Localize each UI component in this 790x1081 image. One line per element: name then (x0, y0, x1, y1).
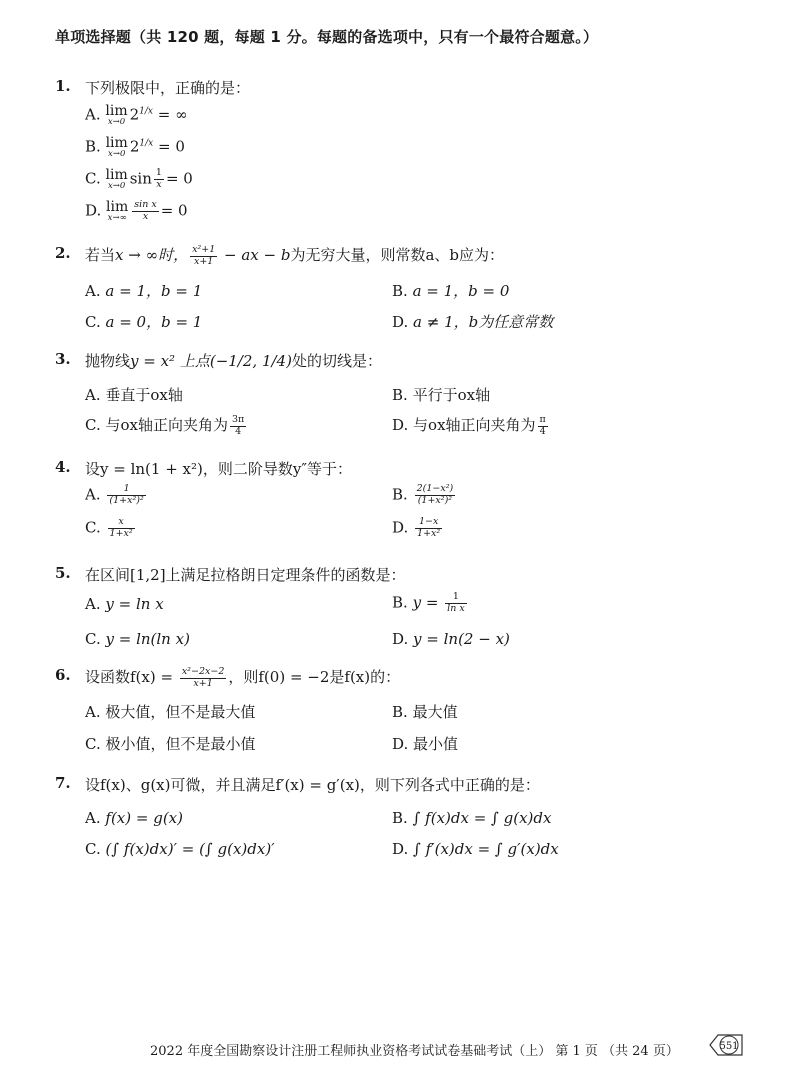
question-number: 3. (55, 350, 71, 368)
q1-option-c: C. lim x→0 sin $\frac{1}{x}$ = 0 (85, 167, 193, 192)
q5-option-c: C. y = ln(ln x) (85, 630, 190, 648)
page-number-badge (708, 1032, 744, 1058)
limit-expression: lim x→0 (105, 103, 128, 127)
q7-option-d: D. ∫ f′(x)dx = ∫ g′(x)dx (392, 840, 559, 858)
option-label: B. (85, 137, 101, 156)
q7-option-a: A. f(x) = g(x) (85, 809, 183, 827)
question-number: 4. (55, 458, 71, 476)
q2-option-a: A. a = 1，b = 1 (85, 282, 203, 300)
question-number: 2. (55, 244, 71, 262)
q5-option-b: B. y = $\frac{1}{\text{ln x}}$ (392, 591, 465, 614)
q4-option-c: C. $\frac{x}{\text{1+x²}}$ (85, 516, 133, 539)
page-footer: 2022 年度全国勘察设计注册工程师执业资格考试试卷基础考试（上） 第 1 页 （共 24 页） (150, 1044, 679, 1059)
q6-option-c: C. 极小值，但不是最小值 (85, 735, 256, 753)
q3-option-c: C. 与ox轴正向夹角为 $\frac{3\pi}{4}$ (85, 413, 245, 437)
page-number: 551 (719, 1041, 739, 1052)
option-label: A. (85, 105, 101, 124)
option-label: C. (85, 169, 101, 188)
q1-option-d: D. lim x→∞ $\frac{\text{sin x}}{x}$ = 0 (85, 199, 188, 224)
q2-option-c: C. a = 0，b = 1 (85, 313, 203, 331)
question-stem: 设函数f(x) = $\frac{\text{x²−2x−2}}{x+1}$ ，则f(0) = −2是f(x)的： (85, 665, 401, 689)
option-label: D. (85, 201, 102, 220)
q1-option-a: A. lim x→0 $2^{1/x}$ = ∞ (85, 103, 188, 127)
q3-option-a: A. 垂直于ox轴 (85, 386, 183, 404)
question-number: 5. (55, 564, 71, 582)
q3-option-d: D. 与ox轴正向夹角为 $\frac{\pi}{4}$ (392, 413, 546, 437)
q6-option-b: B. 最大值 (392, 703, 458, 721)
q7-option-c: C. (∫ f(x)dx)′ = (∫ g(x)dx)′ (85, 840, 275, 858)
question-number: 6. (55, 666, 71, 684)
q4-option-d: D. $\frac{1-x}{\text{1+x²}}$ (392, 516, 441, 539)
q2-option-d: D. a ≠ 1，b为任意常数 (392, 313, 554, 331)
limit-expression: lim x→0 (105, 135, 128, 159)
question-stem: 设y = ln(1 + x²)，则二阶导数y″等于： (85, 460, 352, 478)
q5-option-d: D. y = ln(2 − x) (392, 630, 510, 648)
q4-option-b: B. $\frac{\text{2(1−x²)}}{\text{(1+x²)²}}$ (392, 483, 454, 506)
question-number: 1. (55, 77, 71, 95)
limit-expression: lim x→∞ (106, 199, 129, 224)
q2-option-b: B. a = 1，b = 0 (392, 282, 510, 300)
question-stem: 在区间[1,2]上满足拉格朗日定理条件的函数是： (85, 566, 406, 584)
question-stem: 设f(x)、g(x)可微，并且满足f′(x) = g′(x)，则下列各式中正确的是： (85, 776, 540, 794)
q3-option-b: B. 平行于ox轴 (392, 386, 491, 404)
question-stem: 若当x → ∞时， $\frac{\text{x²+1}}{x+1}$ − ax − b为无穷大量，则常数a、b应为： (85, 243, 505, 267)
q1-option-b: B. lim x→0 $2^{1/x} = 0$ (85, 135, 185, 159)
q7-option-b: B. ∫ f(x)dx = ∫ g(x)dx (392, 809, 552, 827)
q6-option-a: A. 极大值，但不是最大值 (85, 703, 256, 721)
q6-option-d: D. 最小值 (392, 735, 459, 753)
question-stem: 抛物线y = x² 上点(−1/2, 1/4)处的切线是： (85, 352, 382, 370)
q4-option-a: A. $\frac{1}{\text{(1+x²)²}}$ (85, 483, 144, 506)
section-header: 单项选择题（共 120 题，每题 1 分。每题的备选项中，只有一个最符合题意。） (55, 28, 599, 46)
q5-option-a: A. y = ln x (85, 595, 164, 613)
question-stem: 下列极限中，正确的是： (85, 79, 251, 97)
limit-expression: lim x→0 (105, 167, 128, 192)
question-number: 7. (55, 774, 71, 792)
